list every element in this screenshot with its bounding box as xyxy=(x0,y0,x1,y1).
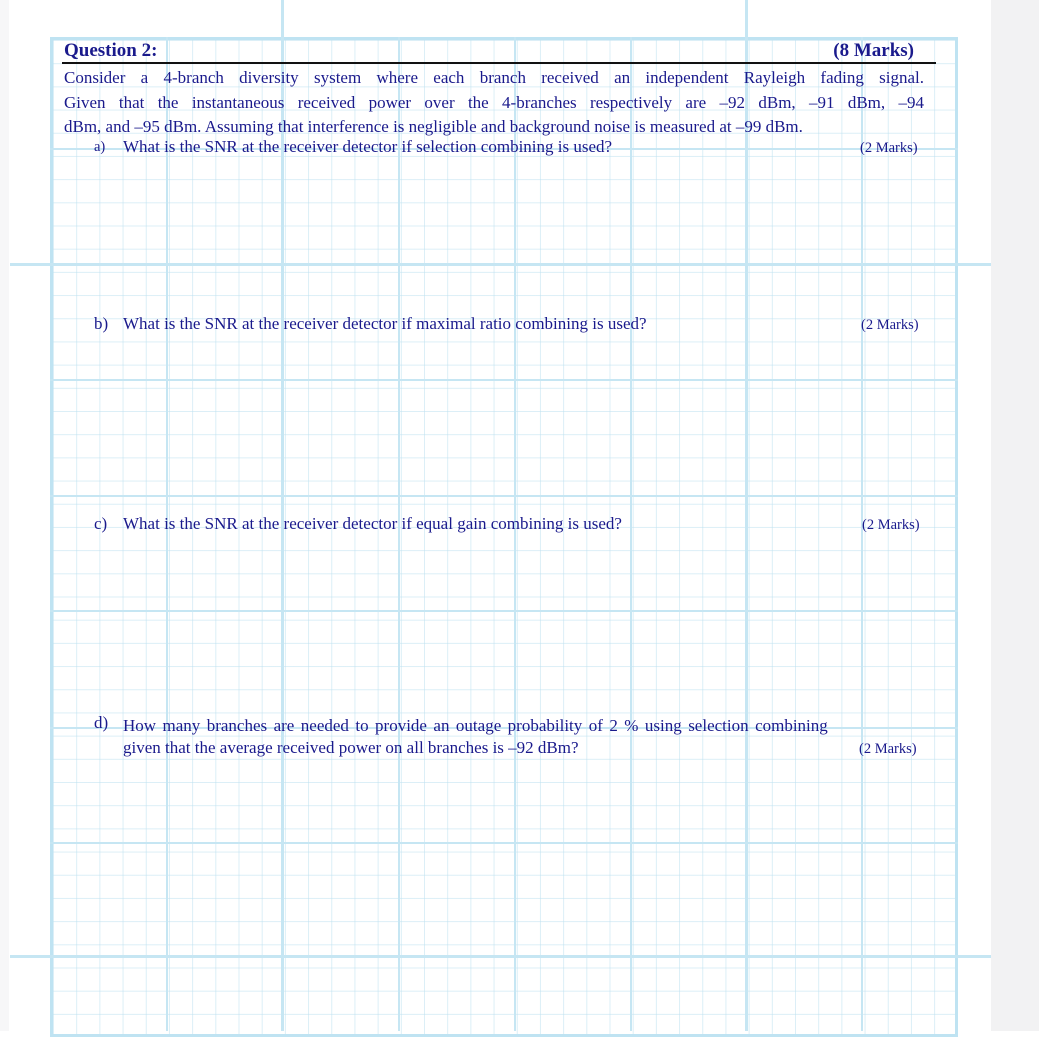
part-d-marks: (2 Marks) xyxy=(859,741,917,757)
intro-line-3: dBm, and –95 dBm. Assuming that interference is negligible and background noise is measured at –99 dBm. xyxy=(64,117,803,136)
intro-line-2: Given that the instantaneous received power over the 4-branches respectively are –92 dBm, –91 dBm, –94 xyxy=(64,92,924,112)
page-left-margin xyxy=(0,0,9,1031)
part-a-marks: (2 Marks) xyxy=(860,140,918,156)
grid-major-hline xyxy=(50,495,958,497)
part-a-letter: a) xyxy=(94,139,106,155)
part-c-marks: (2 Marks) xyxy=(862,517,920,533)
grid-major-hline xyxy=(50,842,958,844)
question-header xyxy=(64,40,914,62)
part-d-text-line1: How many branches are needed to provide an outage probability of 2 % using selection combining xyxy=(123,716,828,735)
question-title: Question 2: xyxy=(64,40,158,61)
grid-major-hline xyxy=(10,263,991,266)
intro-line-1: Consider a 4-branch diversity system where each branch received an independent Rayleigh fading signal. xyxy=(64,68,924,87)
grid-major-hline xyxy=(50,610,958,612)
part-d-letter: d) xyxy=(94,713,109,732)
title-underline xyxy=(62,62,936,64)
grid-major-hline xyxy=(50,379,958,381)
part-c xyxy=(94,514,934,536)
part-c-text: What is the SNR at the receiver detector if equal gain combining is used? xyxy=(123,514,622,533)
question-total-marks: (8 Marks) xyxy=(833,40,914,61)
part-b xyxy=(94,314,934,336)
question-intro xyxy=(64,66,924,140)
part-b-letter: b) xyxy=(94,314,109,333)
part-b-marks: (2 Marks) xyxy=(861,317,919,333)
part-a-text: What is the SNR at the receiver detector if selection combining is used? xyxy=(123,137,613,156)
part-c-letter: c) xyxy=(94,514,108,533)
part-b-text: What is the SNR at the receiver detector if maximal ratio combining is used? xyxy=(123,314,647,333)
part-d-text-line2: given that the average received power on all branches is –92 dBm? xyxy=(123,738,579,757)
part-a xyxy=(94,137,934,159)
page-right-margin xyxy=(991,0,1039,1031)
grid-major-hline xyxy=(10,955,991,958)
part-d xyxy=(94,713,934,763)
graph-paper-grid xyxy=(50,37,958,1037)
